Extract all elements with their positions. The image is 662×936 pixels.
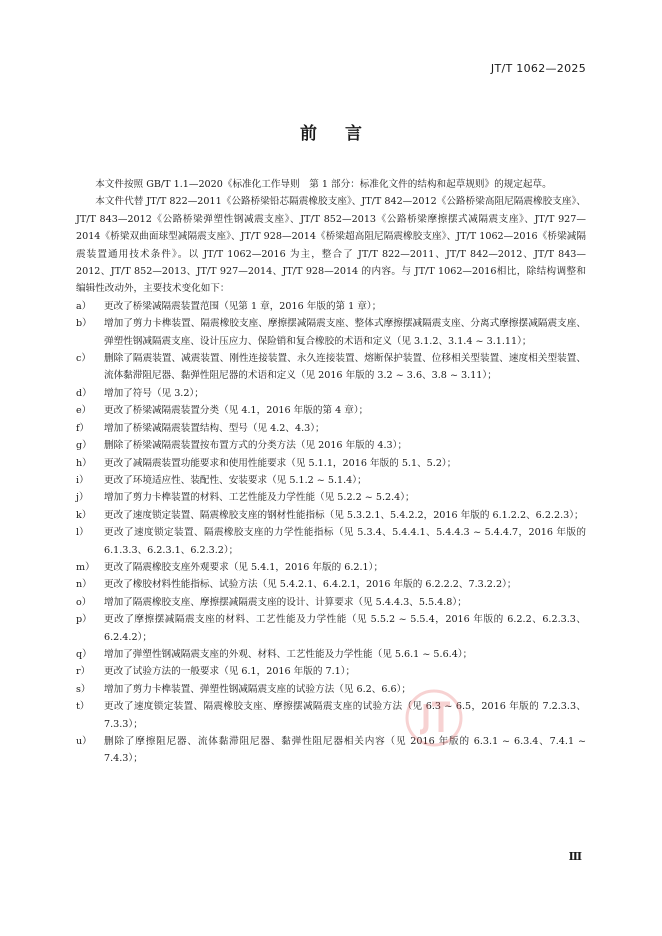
list-item-marker: c） bbox=[76, 353, 91, 365]
list-item-marker: f） bbox=[76, 422, 90, 434]
list-item-marker: n） bbox=[76, 579, 92, 591]
list-item-text: 更改了试验方法的一般要求（见 6.1，2016 年版的 7.1）； bbox=[104, 666, 356, 678]
list-item-marker: m） bbox=[76, 561, 95, 573]
list-item-marker: k） bbox=[76, 509, 92, 521]
list-item bbox=[76, 315, 586, 350]
list-item bbox=[76, 402, 586, 419]
list-item-text: 删除了桥梁减隔震装置按布置方式的分类方法（见 2016 年版的 4.3）； bbox=[104, 440, 408, 452]
list-item bbox=[76, 298, 586, 315]
list-item-marker: a） bbox=[76, 300, 92, 312]
list-item bbox=[76, 437, 586, 454]
list-item-text: 增加了剪力卡榫装置、弹塑性钢减隔震支座的试验方法（见 6.2、6.6）； bbox=[104, 683, 411, 695]
list-item bbox=[76, 681, 586, 698]
list-item-marker: i） bbox=[76, 474, 89, 486]
list-item bbox=[76, 698, 586, 733]
list-item-text: 更改了摩擦摆减隔震支座的材料、工艺性能及力学性能（见 5.5.2 ~ 5.5.4，2016 年版的 6.2.2、6.2.3.3、6.2.4.2）； bbox=[104, 614, 586, 643]
list-item-marker: b） bbox=[76, 318, 92, 330]
document-body bbox=[76, 176, 586, 768]
list-item-text: 更改了减隔震装置功能要求和使用性能要求（见 5.1.1，2016 年版的 5.1、5.2）； bbox=[104, 457, 457, 469]
list-item bbox=[76, 663, 586, 680]
paragraph-replacement: 本文件代替 JT/T 822—2011《公路桥梁铅芯隔震橡胶支座》、JT/T 842—2012《公路桥梁高阻尼隔震橡胶支座》、JT/T 843—2012《公路桥梁弹塑性钢减震支座》、JT/T 852—2013《公路桥梁摩擦摆式减隔震支座》、JT/T 927—2014《桥梁双曲面球型减隔震支座》、JT/T 928—2014《桥梁超高阻尼隔震橡胶支座》、JT/T 1062—2016《桥梁减隔震装置通用技术条件》。以 JT/T 1062—2016 为主，整合了 JT/T 822—2011、JT/T 842—2012、JT/T 843—2012、JT/T 852—2013、JT/T 927—2014、JT/T 928—2014 的内容。与 JT/T 1062—2016相比，除结构调整和编辑性改动外，主要技术变化如下： bbox=[76, 196, 586, 295]
paragraph-drafting-rules: 本文件按照 GB/T 1.1—2020《标准化工作导则 第 1 部分：标准化文件的结构和起草规则》的规定起草。 bbox=[95, 179, 552, 190]
list-item-marker: d） bbox=[76, 387, 92, 399]
list-item bbox=[76, 385, 586, 402]
list-item bbox=[76, 611, 586, 646]
list-item-text: 更改了速度锁定装置、隔震橡胶支座的力学性能指标（见 5.3.4、5.4.4.1、5.4.4.3 ~ 5.4.4.7，2016 年版的 6.1.3.3、6.2.3.1、6.2.3.2）； bbox=[104, 527, 586, 556]
list-item-marker: r） bbox=[76, 666, 91, 678]
list-item-text: 删除了隔震装置、减震装置、刚性连接装置、永久连接装置、熔断保护装置、位移相关型装置、速度相关型装置、流体黏滞阻尼器、黏弹性阻尼器的术语和定义（见 2016 年版的 3.2 ~ 3.6、3.8 ~ 3.11）； bbox=[104, 353, 586, 382]
change-list bbox=[76, 298, 586, 768]
list-item-text: 更改了橡胶材料性能指标、试验方法（见 5.4.2.1、6.4.2.1，2016 年版的 6.2.2.2、7.3.2.2）； bbox=[104, 579, 517, 591]
list-item-text: 增加了桥梁减隔震装置结构、型号（见 4.2、4.3）； bbox=[104, 422, 325, 434]
page-title: 前言 bbox=[300, 124, 390, 144]
list-item-text: 更改了隔震橡胶支座外观要求（见 5.4.1，2016 年版的 6.2.1）； bbox=[104, 561, 384, 573]
page-number: Ⅲ bbox=[568, 850, 582, 863]
list-item bbox=[76, 455, 586, 472]
list-item-marker: t） bbox=[76, 701, 90, 713]
list-item bbox=[76, 507, 586, 524]
list-item bbox=[76, 420, 586, 437]
list-item-text: 增加了剪力卡榫装置、隔震橡胶支座、摩擦摆减隔震支座、整体式摩擦摆减隔震支座、分离式摩擦摆减隔震支座、弹塑性钢减隔震支座、设计压应力、保险销和复合橡胶的术语和定义（见 3.1.2、3.1.4 ~ 3.1.11）； bbox=[104, 318, 586, 347]
list-item bbox=[76, 489, 586, 506]
list-item-text: 增加了隔震橡胶支座、摩擦摆减隔震支座的设计、计算要求（见 5.4.4.3、5.5.4.8）； bbox=[104, 596, 467, 608]
list-item-text: 更改了桥梁减隔震装置范围（见第 1 章，2016 年版的第 1 章）； bbox=[104, 300, 382, 312]
list-item-marker: u） bbox=[76, 736, 92, 747]
list-item-marker: s） bbox=[76, 683, 91, 695]
list-item bbox=[76, 646, 586, 663]
list-item-marker: o） bbox=[76, 596, 92, 608]
list-item-text: 删除了摩擦阻尼器、流体黏滞阻尼器、黏弹性阻尼器相关内容（见 2016 年版的 6.3.1 ~ 6.3.4、7.4.1 ~ 7.4.3）； bbox=[104, 736, 586, 765]
list-item-marker: p） bbox=[76, 614, 92, 626]
list-item-marker: l） bbox=[76, 527, 89, 539]
list-item-text: 更改了速度锁定装置、隔震橡胶支座、摩擦摆减隔震支座的试验方法（见 6.3 ~ 6.5，2016 年版的 7.2.3.3、7.3.3）； bbox=[104, 701, 586, 730]
list-item-text: 增加了弹塑性钢减隔震支座的外观、材料、工艺性能及力学性能（见 5.6.1 ~ 5.6.4）； bbox=[104, 648, 473, 660]
list-item-text: 更改了速度锁定装置、隔震橡胶支座的钢材性能指标（见 5.3.2.1、5.4.2.2，2016 年版的 6.1.2.2、6.2.2.3）； bbox=[104, 509, 584, 521]
list-item-marker: q） bbox=[76, 648, 92, 660]
list-item bbox=[76, 350, 586, 385]
list-item-text: 更改了桥梁减隔震装置分类（见 4.1，2016 年版的第 4 章）； bbox=[104, 405, 369, 417]
list-item-marker: g） bbox=[76, 440, 92, 452]
list-item-marker: h） bbox=[76, 457, 92, 469]
list-item bbox=[76, 594, 586, 611]
list-item bbox=[76, 524, 586, 559]
standard-code: JT/T 1062—2025 bbox=[490, 62, 586, 75]
list-item-text: 增加了符号（见 3.2）； bbox=[104, 387, 204, 399]
list-item-marker: j） bbox=[76, 492, 89, 504]
list-item-text: 增加了剪力卡榫装置的材料、工艺性能及力学性能（见 5.2.2 ~ 5.2.4）； bbox=[104, 492, 415, 504]
list-item bbox=[76, 472, 586, 489]
list-item bbox=[76, 733, 586, 768]
list-item bbox=[76, 576, 586, 593]
list-item bbox=[76, 559, 586, 576]
list-item-text: 更改了环境适应性、装配性、安装要求（见 5.1.2 ~ 5.1.4）； bbox=[104, 474, 367, 486]
list-item-marker: e） bbox=[76, 405, 92, 417]
